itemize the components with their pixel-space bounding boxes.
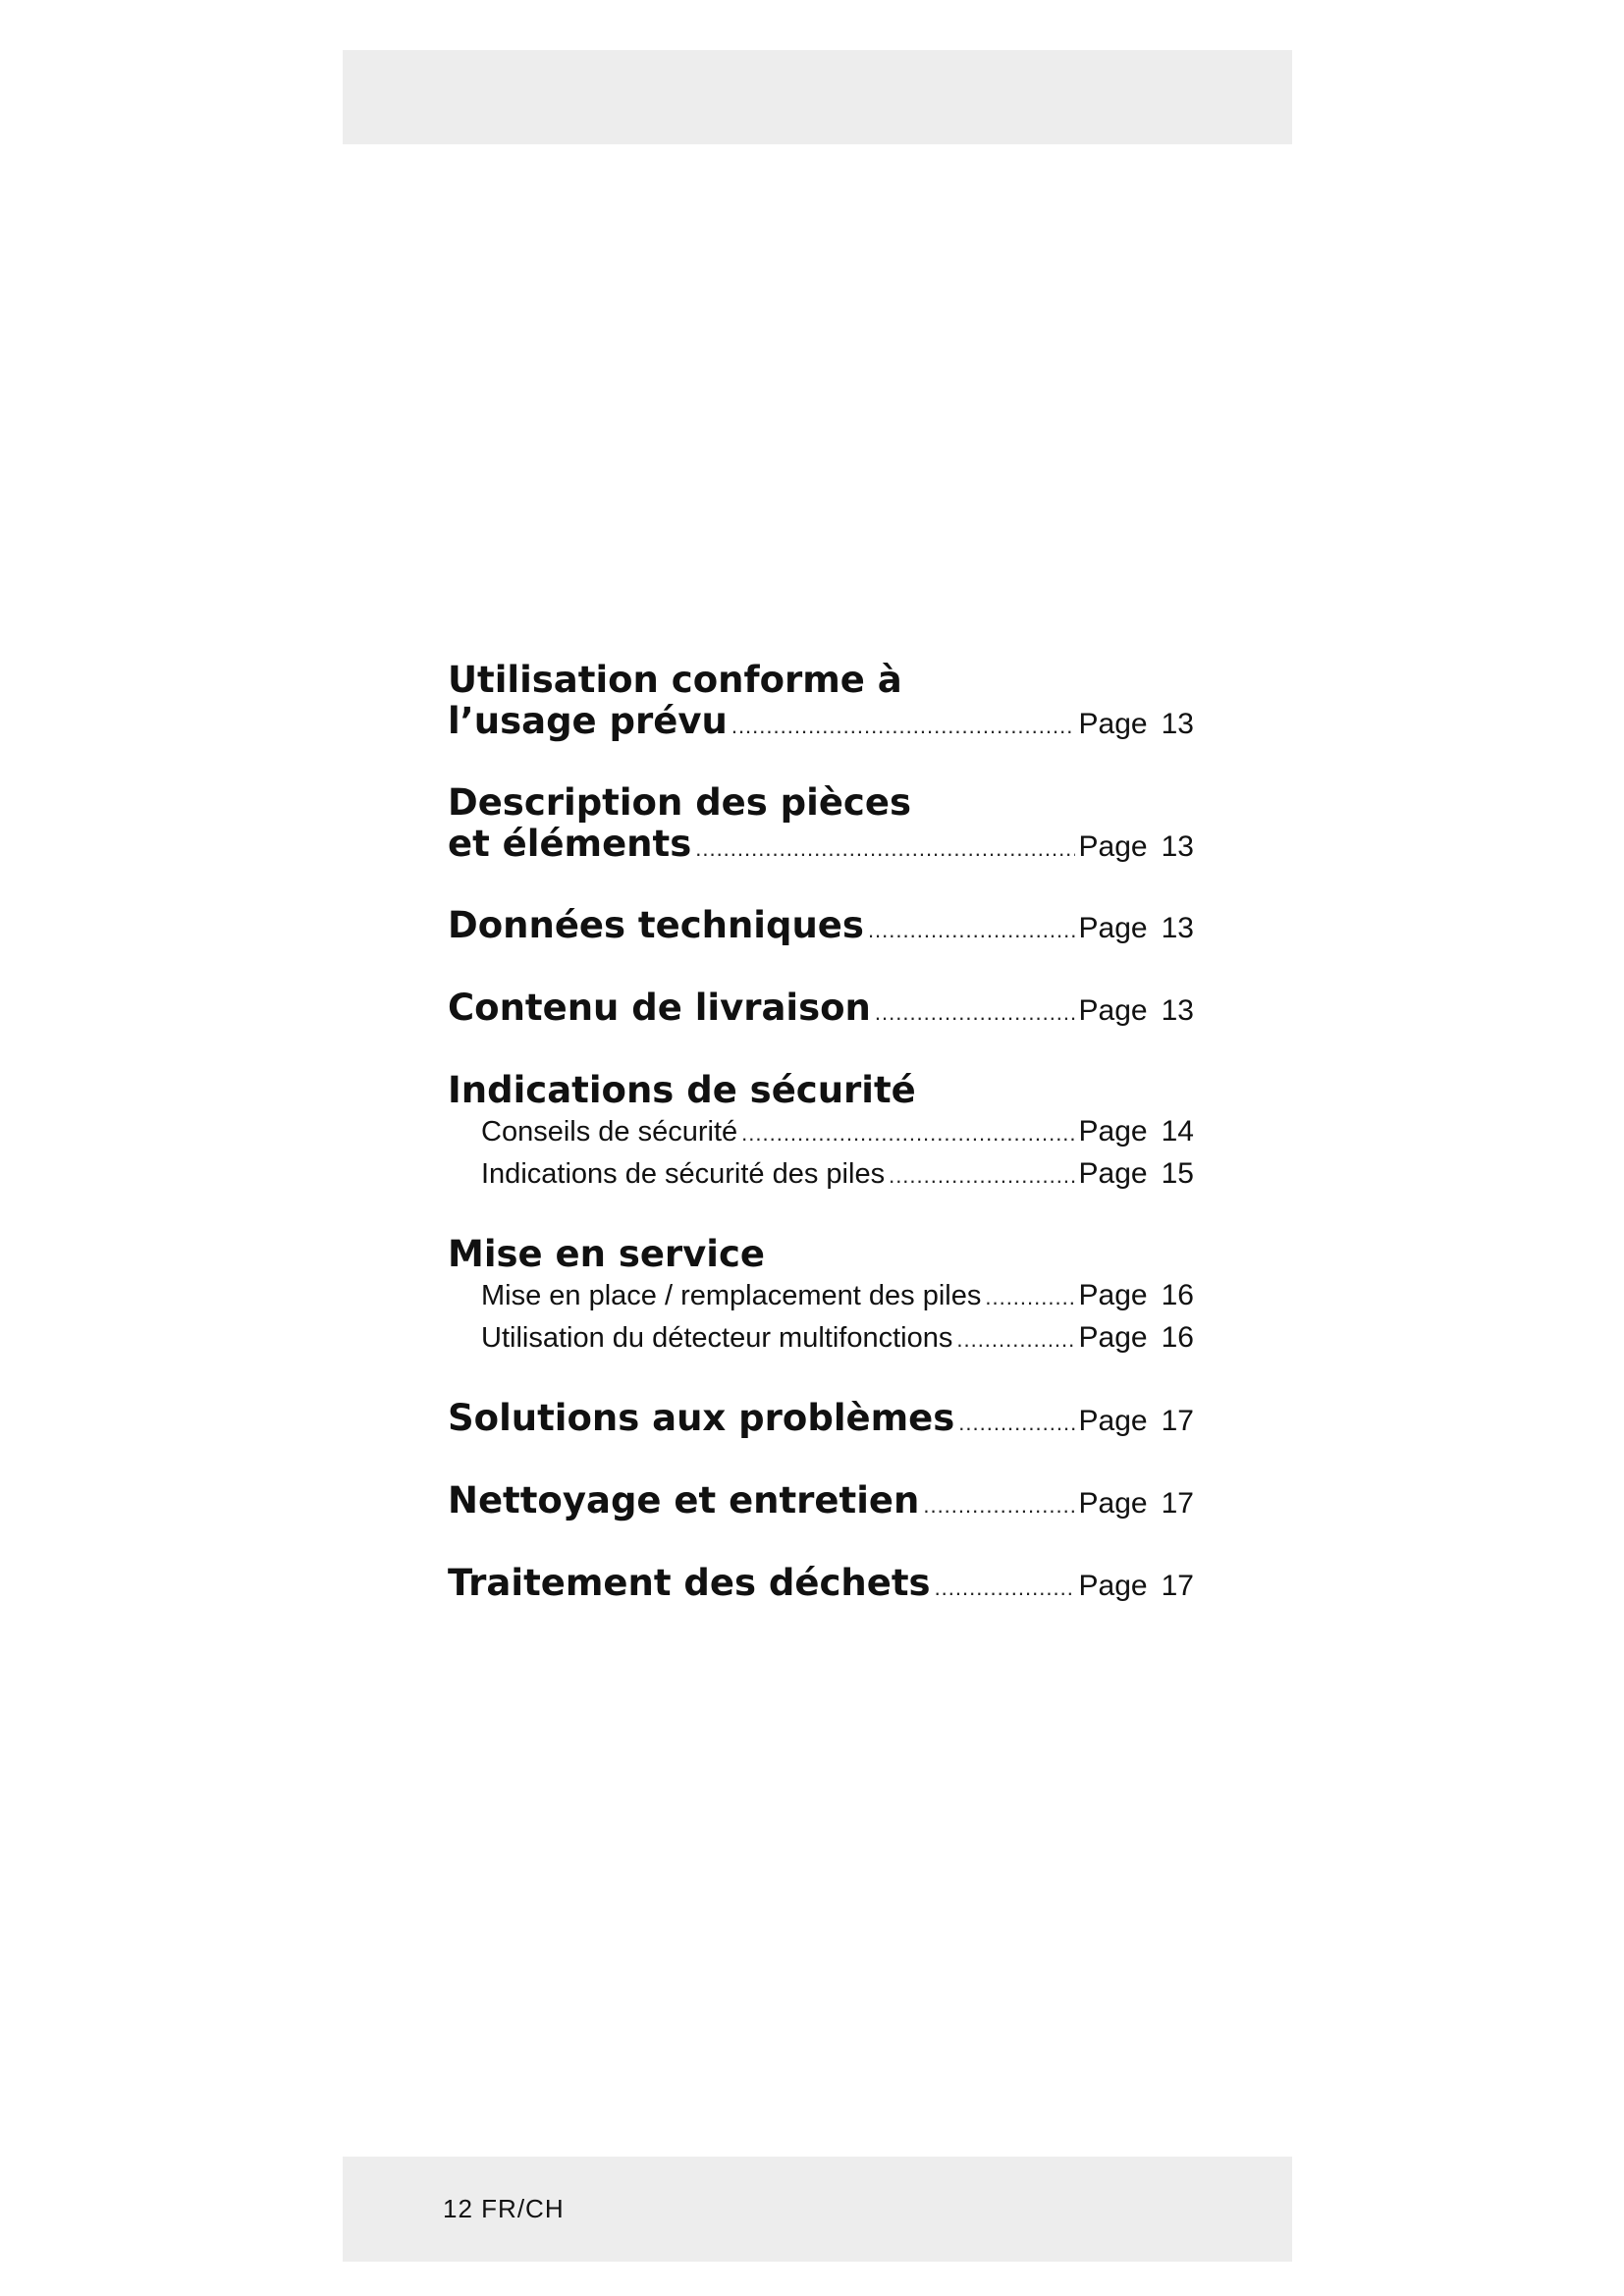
page-reference: Page 17 — [1078, 1570, 1194, 1602]
toc-entry-title: Traitement des déchets — [448, 1562, 931, 1604]
toc-entry-donnees[interactable] — [448, 905, 1194, 951]
toc-entry-title: Mise en service — [448, 1233, 766, 1275]
toc-subentry-detecteur[interactable] — [481, 1317, 1194, 1360]
toc-subentry-title: Mise en place / remplacement des piles — [481, 1280, 982, 1311]
toc-entry-utilisation[interactable] — [448, 660, 1194, 747]
page-reference: Page 15 — [1078, 1157, 1194, 1190]
page-number: 14 — [1161, 1115, 1194, 1148]
page-reference: Page 14 — [1078, 1115, 1194, 1148]
page-reference: Page 13 — [1078, 830, 1194, 863]
page-number: 17 — [1161, 1487, 1194, 1520]
page-reference: Page 16 — [1078, 1321, 1194, 1354]
toc-subentry-title: Conseils de sécurité — [481, 1116, 738, 1148]
dot-leader — [868, 910, 1075, 951]
toc-entry-contenu[interactable] — [448, 988, 1194, 1034]
dot-leader — [935, 1568, 1075, 1609]
toc-entry-title-line2: et éléments — [448, 823, 692, 865]
footer-language: FR/CH — [481, 2194, 565, 2223]
toc-entry-title-line1: Utilisation conforme à — [448, 659, 902, 701]
toc-subentry-conseils[interactable] — [481, 1111, 1194, 1153]
dot-leader — [923, 1485, 1074, 1526]
dot-leader — [958, 1403, 1074, 1444]
toc-entry-title: Indications de sécurité — [448, 1069, 916, 1111]
toc-subentry-remplacement[interactable] — [481, 1275, 1194, 1317]
page-number: 17 — [1161, 1570, 1194, 1602]
dot-leader — [956, 1319, 1074, 1360]
toc-entry-securite[interactable] — [448, 1070, 1194, 1196]
toc-subentry-title: Utilisation du détecteur multifonctions — [481, 1322, 953, 1354]
page-reference: Page 13 — [1078, 708, 1194, 740]
toc-entry-title: Données techniques — [448, 904, 864, 946]
page-reference: Page 17 — [1078, 1405, 1194, 1437]
page-number: 13 — [1161, 830, 1194, 863]
toc-subentry-piles[interactable] — [481, 1153, 1194, 1196]
page-number: 16 — [1161, 1279, 1194, 1311]
dot-leader — [731, 706, 1075, 747]
header-band — [343, 50, 1292, 144]
page-footer — [443, 2194, 565, 2224]
footer-band — [343, 2157, 1292, 2262]
dot-leader — [889, 1155, 1074, 1196]
dot-leader — [985, 1277, 1074, 1317]
toc-entry-title-line1: Description des pièces — [448, 781, 911, 824]
page-number: 17 — [1161, 1405, 1194, 1437]
page-number: 16 — [1161, 1321, 1194, 1354]
toc-entry-solutions[interactable] — [448, 1398, 1194, 1444]
dot-leader — [875, 992, 1075, 1034]
page-reference: Page 13 — [1078, 994, 1194, 1027]
toc-entry-description[interactable] — [448, 782, 1194, 870]
toc-entry-title: Nettoyage et entretien — [448, 1479, 920, 1522]
toc-entry-nettoyage[interactable] — [448, 1480, 1194, 1526]
page-reference: Page 13 — [1078, 912, 1194, 944]
page-number: 13 — [1161, 912, 1194, 944]
toc-entry-dechets[interactable] — [448, 1563, 1194, 1609]
page-reference: Page 16 — [1078, 1279, 1194, 1311]
page-number: 13 — [1161, 708, 1194, 740]
toc-entry-title-line2: l’usage prévu — [448, 700, 728, 742]
toc-subentry-title: Indications de sécurité des piles — [481, 1158, 886, 1190]
toc-entry-mise-en-service[interactable] — [448, 1234, 1194, 1360]
page-number: 13 — [1161, 994, 1194, 1027]
page-number: 15 — [1161, 1157, 1194, 1190]
toc-entry-title: Solutions aux problèmes — [448, 1397, 955, 1439]
footer-page-number: 12 — [443, 2194, 473, 2223]
dot-leader — [741, 1113, 1074, 1153]
dot-leader — [695, 828, 1074, 870]
toc-entry-title: Contenu de livraison — [448, 987, 871, 1029]
page-reference: Page 17 — [1078, 1487, 1194, 1520]
